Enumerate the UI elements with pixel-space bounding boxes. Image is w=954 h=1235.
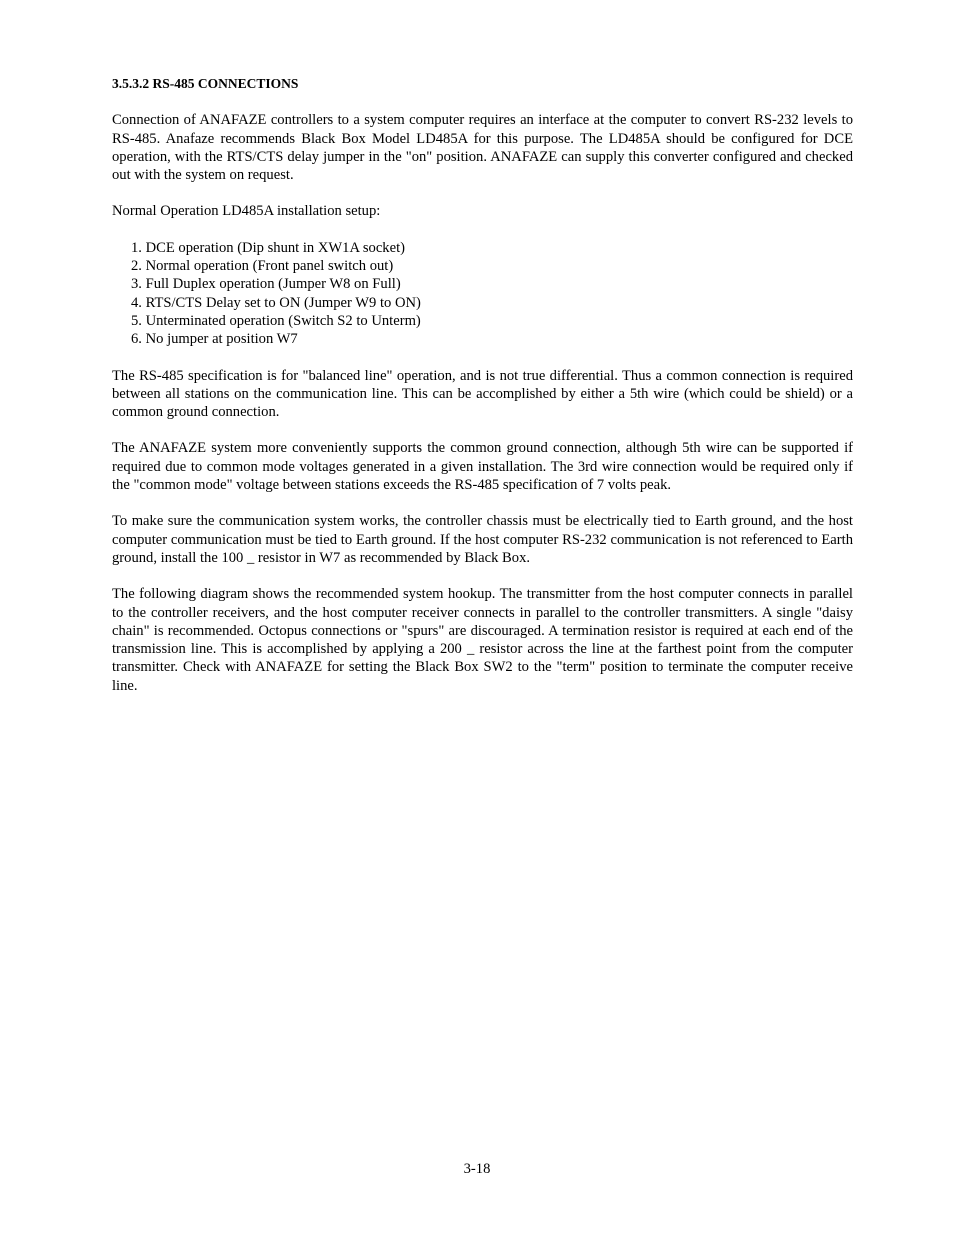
paragraph-converter-interface: Connection of ANAFAZE controllers to a system computer requires an interface at the computer to convert RS-232 levels to RS-485. Anafaze recommends Black Box Model LD485A for this purpose. The LD485A should be configured for DCE operation, with the RTS/CTS delay jumper in the "on" position. ANAFAZE can supply this converter configured and checked out with the system on request. (112, 112, 853, 184)
paragraph-balanced-line: The RS-485 specification is for "balanced line" operation, and is not true differential. Thus a common connection is required between all stations on the communication line. This can be accomplished by either a 5th wire (which could be shield) or a common ground connection. (112, 367, 853, 421)
document-page (112, 75, 853, 713)
paragraph-earth-ground: To make sure the communication system works, the controller chassis must be electrically tied to Earth ground, and the host computer communication must be tied to Earth ground. If the host computer RS-232 communication is not referenced to Earth ground, install the 100 _ resistor in W7 as recommended by Black Box. (112, 513, 853, 566)
section-heading: 3.5.3.2 RS-485 CONNECTIONS (112, 76, 299, 91)
list-item: 1. DCE operation (Dip shunt in XW1A socket) (131, 239, 405, 256)
list-item: 4. RTS/CTS Delay set to ON (Jumper W9 to ON) (131, 294, 421, 311)
paragraph-common-ground: The ANAFAZE system more conveniently supports the common ground connection, although 5th wire can be supported if required due to common mode voltages generated in a given installation. The 3rd wire connection would be required only if the "common mode" voltage between stations exceeds the RS-485 specification of 7 volts peak. (112, 440, 853, 494)
paragraph-setup-intro: Normal Operation LD485A installation setup: (112, 203, 381, 220)
list-item: 6. No jumper at position W7 (131, 331, 298, 348)
page-number: 3-18 (463, 1161, 491, 1177)
paragraph-system-hookup: The following diagram shows the recommended system hookup. The transmitter from the host computer connects in parallel to the controller receivers, and the host computer receiver connects in parallel to the controller transmitters. A single "daisy chain" is recommended. Octopus connections or "spurs" are discouraged. A termination resistor is required at each end of the transmission line. This is accomplished by applying a 200 _ resistor across the line at the farthest point from the computer transmitter. Check with ANAFAZE for setting the Black Box SW2 to the "term" position to terminate the computer receive line. (112, 586, 853, 694)
list-item: 5. Unterminated operation (Switch S2 to Unterm) (131, 312, 421, 329)
list-item: 3. Full Duplex operation (Jumper W8 on Full) (131, 276, 401, 293)
list-item: 2. Normal operation (Front panel switch out) (131, 258, 394, 275)
setup-list (112, 239, 853, 349)
